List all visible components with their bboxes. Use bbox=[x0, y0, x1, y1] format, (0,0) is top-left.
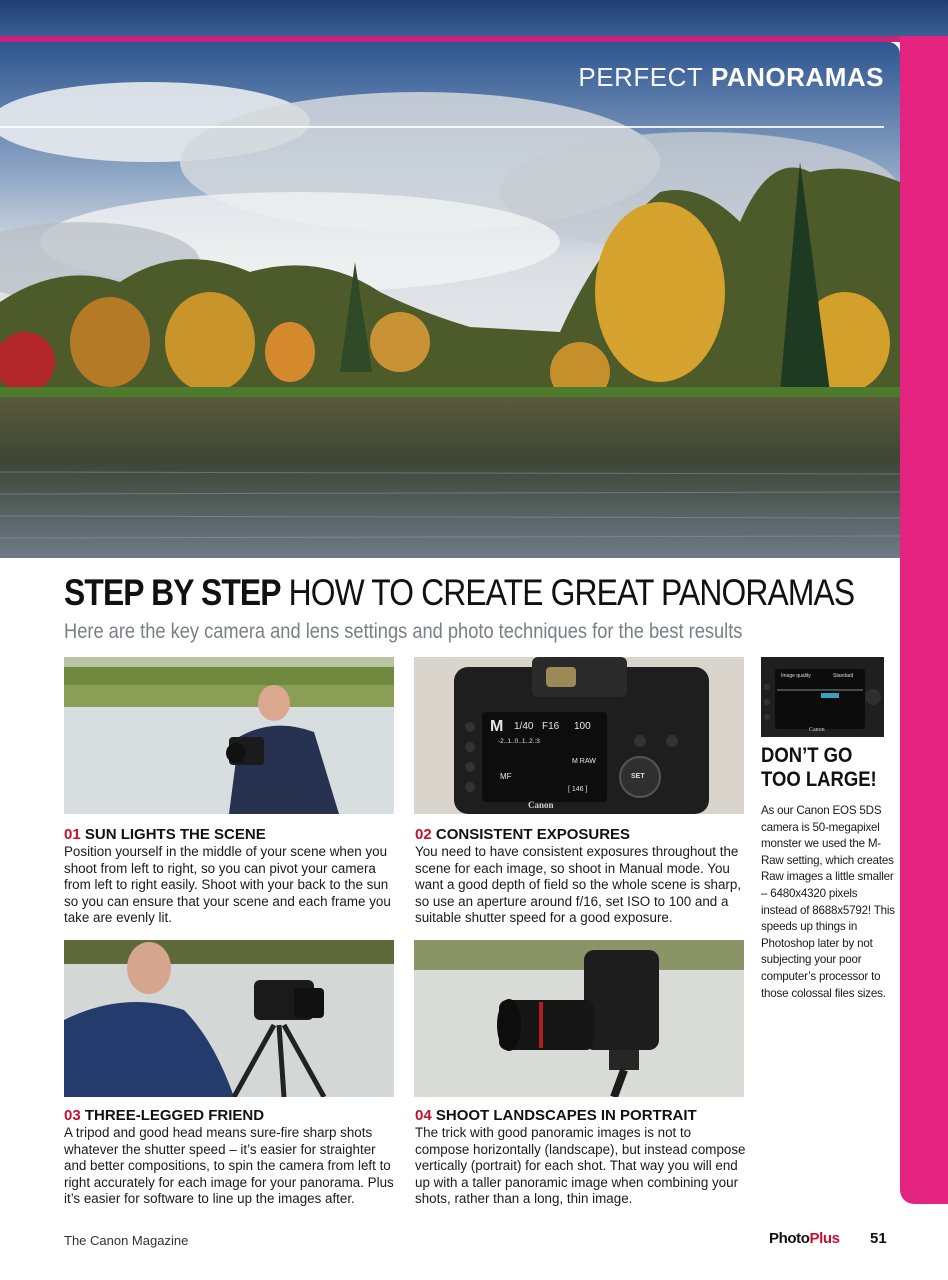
hero-title bbox=[578, 62, 884, 93]
footer-brand-plus: Plus bbox=[809, 1230, 840, 1247]
lcd-raw: M RAW bbox=[572, 758, 596, 765]
camera-brand: Canon bbox=[528, 800, 554, 810]
lcd-focus: MF bbox=[500, 772, 512, 781]
lcd-mode: M bbox=[490, 718, 504, 735]
step-04-title-text: SHOOT LANDSCAPES IN PORTRAIT bbox=[435, 1107, 697, 1124]
page-title bbox=[64, 572, 854, 614]
page-number: 51 bbox=[870, 1230, 887, 1247]
lcd-exposure-scale: -2..1..0..1..2.:3 bbox=[498, 738, 540, 745]
side-accent-band bbox=[900, 36, 948, 1204]
camera-set-button: SET bbox=[631, 773, 645, 780]
step-04-title bbox=[415, 1107, 697, 1124]
top-sky-strip bbox=[0, 0, 948, 36]
page-title-strong: STEP BY STEP bbox=[64, 572, 281, 613]
lcd-aperture: F16 bbox=[542, 721, 560, 732]
step-02-body: You need to have consistent exposures throughout the scene for each image, so shoot in Manual mode. You want a good depth of field so the whole scene is sharp, so use an aperture around f/16, set ISO to 100 and a suitable shutter speed for a good exposure. bbox=[415, 844, 742, 926]
step-04-body: The trick with good panoramic images is not to compose horizontally (landscape), but instead compose vertically (portrait) for each shot. That way you will end up with a taller panoramic image when combining your shots, rather than a long, thin image. bbox=[415, 1125, 746, 1207]
camera-lcd bbox=[484, 714, 605, 800]
lcd-shutter: 1/40 bbox=[514, 721, 534, 732]
footer-brand-logo bbox=[769, 1230, 840, 1247]
step-03-body: A tripod and good head means sure-fire sharp shots whatever the shutter speed – it’s easier for straighter and better compositions, to spin the camera from left to right accurately for each image for your panorama. Plus it’s easier for software to line up the images after. bbox=[64, 1125, 394, 1207]
footer-magazine-name: The Canon Magazine bbox=[64, 1233, 189, 1248]
sidebar-body: As our Canon EOS 5DS camera is 50-megapixel monster we used the M-Raw setting, which creates Raw images a little smaller – 6480x4320 pixels instead of 8688x5792! This speeds up things in Photoshop later by not subjecting your poor computer’s processor to those colossal files sizes. bbox=[761, 804, 895, 1000]
step-01-title-text: SUN LIGHTS THE SCENE bbox=[84, 826, 266, 843]
footer-brand-photo: Photo bbox=[769, 1230, 810, 1247]
page-title-rest: HOW TO CREATE GREAT PANORAMAS bbox=[288, 572, 855, 613]
step-01-number: 01 bbox=[64, 826, 81, 843]
step-02-title-text: CONSISTENT EXPOSURES bbox=[435, 826, 631, 843]
step-01-body: Position yourself in the middle of your scene when you shoot from left to right, so you can pivot your camera from left to right easily. Shoot with your back to the sun so you can ensure that your scene and each frame you take are evenly lit. bbox=[64, 844, 391, 926]
lcd-iso: 100 bbox=[574, 721, 591, 732]
step-01-photo bbox=[64, 657, 394, 814]
sidebar-photo bbox=[761, 657, 884, 737]
step-03-photo bbox=[64, 940, 394, 1097]
sidebar-heading: DON’T GO TOO LARGE! bbox=[761, 744, 877, 791]
step-03-number: 03 bbox=[64, 1107, 81, 1124]
step-02-title bbox=[415, 826, 630, 843]
hero-divider bbox=[0, 126, 884, 128]
hero-panorama-image bbox=[0, 42, 900, 558]
lcd-shots: [ 146 ] bbox=[568, 786, 588, 793]
sidebar-screen-brand: Canon bbox=[809, 727, 825, 733]
step-03-title bbox=[64, 1107, 264, 1124]
sidebar-screen-label-left: Image quality bbox=[781, 673, 811, 679]
step-04-number: 04 bbox=[415, 1107, 432, 1124]
hero-title-light: PERFECT bbox=[578, 62, 704, 92]
step-04-photo bbox=[414, 940, 744, 1097]
sidebar-screen-label-right: Standard bbox=[833, 673, 854, 679]
step-02-number: 02 bbox=[415, 826, 432, 843]
step-02-photo bbox=[414, 657, 744, 814]
step-03-title-text: THREE-LEGGED FRIEND bbox=[84, 1107, 265, 1124]
step-01-title bbox=[64, 826, 266, 843]
hero-title-bold: PANORAMAS bbox=[710, 62, 884, 92]
page-subtitle: Here are the key camera and lens settings and photo techniques for the best results bbox=[64, 620, 743, 643]
